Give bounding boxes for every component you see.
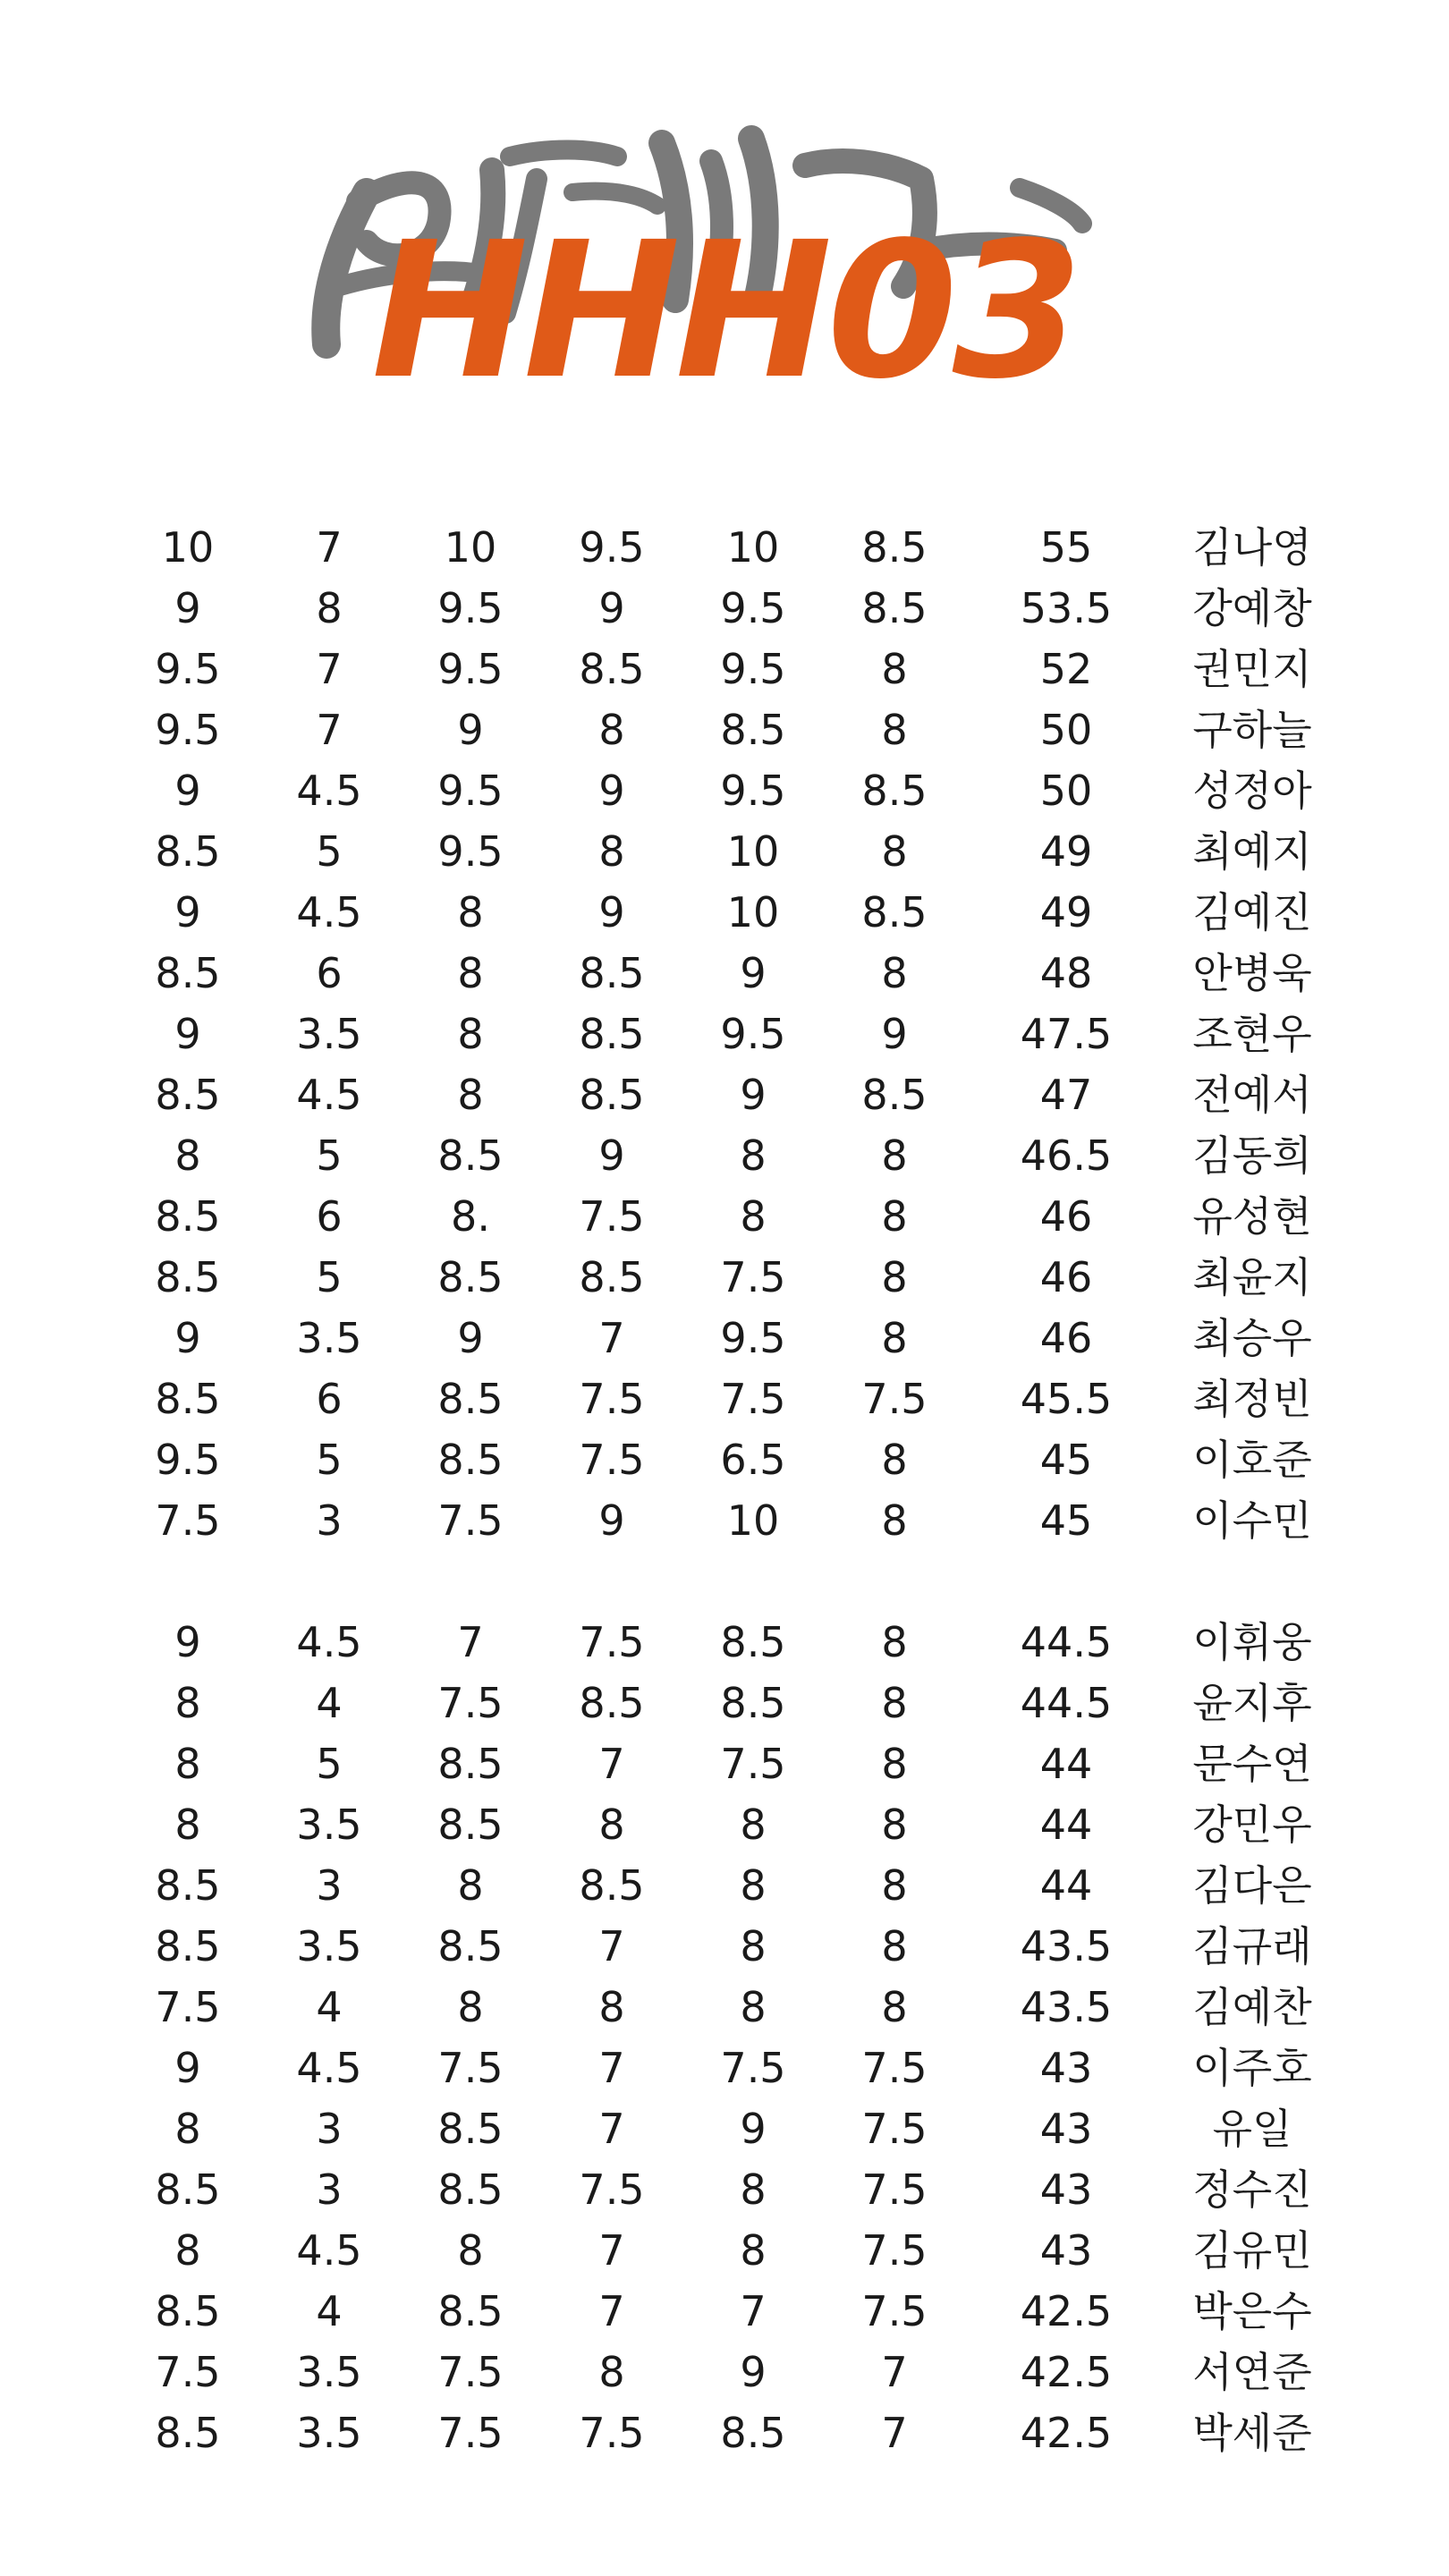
score-cell: 8.5 (155, 1253, 221, 1301)
name-cell: 문수연 (1192, 1740, 1312, 1788)
score-cell: 10 (726, 827, 780, 876)
score-cell: 8 (740, 1922, 767, 1970)
total-cell: 47 (1039, 1071, 1093, 1119)
table-row (116, 1186, 1368, 1247)
score-cell: 8.5 (437, 1740, 504, 1788)
score-cell: 8 (740, 1801, 767, 1849)
score-cell: 8 (457, 949, 484, 997)
name-cell: 전예서 (1192, 1071, 1312, 1119)
score-cell: 8 (881, 1740, 908, 1788)
total-cell: 48 (1039, 949, 1093, 997)
name-cell: 최정빈 (1192, 1375, 1312, 1423)
score-cell: 5 (316, 1131, 343, 1180)
total-cell: 43 (1039, 2044, 1093, 2092)
score-cell: 4.5 (296, 2044, 362, 2092)
score-cell: 8 (740, 1131, 767, 1180)
score-cell: 8.5 (720, 1618, 786, 1666)
score-cell: 3 (316, 2105, 343, 2153)
score-cell: 8 (740, 2165, 767, 2214)
score-cell: 7 (598, 1740, 625, 1788)
total-cell: 46.5 (1020, 1131, 1113, 1180)
score-cell: 8.5 (155, 827, 221, 876)
score-cell: 9 (457, 1314, 484, 1362)
name-cell: 강민우 (1192, 1801, 1312, 1849)
score-cell: 8.5 (155, 949, 221, 997)
total-cell: 42.5 (1020, 2348, 1113, 2396)
score-cell: 9 (598, 767, 625, 815)
table-row (116, 1855, 1368, 1916)
score-cell: 8 (881, 1192, 908, 1241)
score-cell: 8.5 (155, 1071, 221, 1119)
score-cell: 7.5 (579, 1436, 645, 1484)
total-cell: 52 (1039, 645, 1093, 693)
score-cell: 4 (316, 1679, 343, 1727)
score-cell: 4.5 (296, 1071, 362, 1119)
table-row (116, 2220, 1368, 2281)
score-cell: 8 (457, 1071, 484, 1119)
score-cell: 8.5 (861, 767, 928, 815)
table-row (116, 943, 1368, 1004)
name-cell: 권민지 (1192, 645, 1312, 693)
score-cell: 9 (740, 2105, 767, 2153)
name-cell: 이주호 (1192, 2044, 1312, 2092)
score-cell: 7.5 (437, 2044, 504, 2092)
table-row (116, 1247, 1368, 1308)
total-cell: 44.5 (1020, 1618, 1113, 1666)
score-cell: 7.5 (579, 1375, 645, 1423)
score-cell: 8 (881, 827, 908, 876)
score-cell: 8.5 (720, 706, 786, 754)
score-cell: 8.5 (437, 1922, 504, 1970)
score-cell: 8.5 (155, 2165, 221, 2214)
score-cell: 9.5 (437, 645, 504, 693)
table-row (116, 1004, 1368, 1064)
score-cell: 8.5 (155, 1375, 221, 1423)
score-cell: 3.5 (296, 1922, 362, 1970)
score-cell: 8.5 (579, 1071, 645, 1119)
logo (304, 107, 1163, 411)
score-cell: 8.5 (720, 2409, 786, 2457)
score-cell: 6 (316, 949, 343, 997)
table-row (116, 1490, 1368, 1551)
total-cell: 53.5 (1020, 584, 1113, 632)
total-cell: 43.5 (1020, 1983, 1113, 2031)
table-row (116, 882, 1368, 943)
score-cell: 7 (457, 1618, 484, 1666)
score-cell: 8 (881, 1618, 908, 1666)
table-row (116, 2159, 1368, 2220)
score-cell: 8.5 (437, 1253, 504, 1301)
score-cell: 8 (881, 645, 908, 693)
score-cell: 7.5 (579, 2409, 645, 2457)
table-row (116, 2281, 1368, 2342)
score-cell: 8 (174, 1801, 201, 1849)
table-row (116, 2098, 1368, 2159)
score-cell: 3.5 (296, 2409, 362, 2457)
score-cell: 8 (881, 949, 908, 997)
score-cell: 10 (161, 523, 215, 572)
score-cell: 9.5 (155, 706, 221, 754)
name-cell: 김나영 (1192, 523, 1312, 572)
score-cell: 9.5 (155, 645, 221, 693)
score-cell: 6 (316, 1192, 343, 1241)
table-row (116, 639, 1368, 699)
score-cell: 9.5 (720, 1010, 786, 1058)
score-cell: 8.5 (579, 1679, 645, 1727)
table-row (116, 1125, 1368, 1186)
total-cell: 47.5 (1020, 1010, 1113, 1058)
score-cell: 9 (174, 888, 201, 936)
table-row (116, 760, 1368, 821)
score-cell: 8.5 (861, 523, 928, 572)
table-row (116, 1673, 1368, 1733)
score-cell: 7 (881, 2348, 908, 2396)
total-cell: 44 (1039, 1861, 1093, 1910)
name-cell: 박세준 (1192, 2409, 1312, 2457)
score-cell: 8 (174, 2226, 201, 2275)
score-cell: 9 (598, 1131, 625, 1180)
table-row (116, 1733, 1368, 1794)
total-cell: 50 (1039, 706, 1093, 754)
score-cell: 8 (740, 1983, 767, 2031)
score-cell: 8 (457, 888, 484, 936)
score-cell: 8.5 (861, 584, 928, 632)
score-cell: 8.5 (437, 2287, 504, 2335)
score-cell: 3.5 (296, 1801, 362, 1849)
score-cell: 9 (598, 584, 625, 632)
score-table (116, 517, 1368, 2463)
score-cell: 8.5 (155, 1922, 221, 1970)
score-cell: 9 (174, 1314, 201, 1362)
score-cell: 8 (881, 1983, 908, 2031)
score-cell: 7 (316, 523, 343, 572)
score-cell: 7.5 (155, 2348, 221, 2396)
score-cell: 9.5 (720, 584, 786, 632)
score-cell: 8 (740, 2226, 767, 2275)
score-cell: 3.5 (296, 1010, 362, 1058)
name-cell: 이수민 (1192, 1496, 1312, 1545)
score-cell: 7.5 (861, 2226, 928, 2275)
table-row (116, 699, 1368, 760)
table-row (116, 1977, 1368, 2038)
score-cell: 8 (881, 1496, 908, 1545)
total-cell: 50 (1039, 767, 1093, 815)
name-cell: 조현우 (1192, 1010, 1312, 1058)
score-cell: 7.5 (720, 1740, 786, 1788)
table-row (116, 2038, 1368, 2098)
score-cell: 8 (881, 1131, 908, 1180)
table-row (116, 1064, 1368, 1125)
score-cell: 8.5 (579, 949, 645, 997)
score-cell: 9.5 (155, 1436, 221, 1484)
table-row (116, 578, 1368, 639)
logo-script-text (304, 411, 305, 412)
total-cell: 55 (1039, 523, 1093, 572)
score-cell: 7.5 (579, 1618, 645, 1666)
name-cell: 유성현 (1192, 1192, 1312, 1241)
total-cell: 45 (1039, 1496, 1093, 1545)
name-cell: 최승우 (1192, 1314, 1312, 1362)
score-cell: 9 (598, 1496, 625, 1545)
score-cell: 10 (444, 523, 497, 572)
name-cell: 김예찬 (1192, 1983, 1312, 2031)
name-cell: 박은수 (1192, 2287, 1312, 2335)
score-cell: 8.5 (437, 1801, 504, 1849)
score-cell: 9.5 (437, 584, 504, 632)
score-cell: 8.5 (579, 1253, 645, 1301)
score-cell: 8 (598, 1801, 625, 1849)
score-cell: 7.5 (861, 2105, 928, 2153)
score-cell: 8.5 (579, 1010, 645, 1058)
score-cell: 7 (598, 2287, 625, 2335)
score-cell: 8 (881, 1314, 908, 1362)
score-cell: 5 (316, 827, 343, 876)
score-cell: 9 (174, 584, 201, 632)
score-cell: 8 (457, 1861, 484, 1910)
score-cell: 10 (726, 523, 780, 572)
score-cell: 3 (316, 1861, 343, 1910)
score-cell: 9.5 (720, 645, 786, 693)
name-cell: 성정아 (1192, 767, 1312, 815)
table-row (116, 2342, 1368, 2402)
score-cell: 7 (316, 706, 343, 754)
score-cell: 7.5 (720, 1253, 786, 1301)
score-cell: 8 (457, 2226, 484, 2275)
table-row (116, 1916, 1368, 1977)
score-cell: 9.5 (720, 1314, 786, 1362)
score-cell: 8 (457, 1983, 484, 2031)
name-cell: 이호준 (1192, 1436, 1312, 1484)
score-cell: 3.5 (296, 2348, 362, 2396)
table-row (116, 2402, 1368, 2463)
score-cell: 5 (316, 1740, 343, 1788)
score-cell: 7.5 (155, 1496, 221, 1545)
score-cell: 8.5 (437, 2165, 504, 2214)
score-cell: 8 (740, 1192, 767, 1241)
total-cell: 46 (1039, 1314, 1093, 1362)
score-cell: 9 (174, 767, 201, 815)
total-cell: 43 (1039, 2105, 1093, 2153)
name-cell: 김규래 (1192, 1922, 1312, 1970)
score-cell: 8 (881, 1801, 908, 1849)
score-cell: 8 (881, 706, 908, 754)
score-cell: 8.5 (437, 2105, 504, 2153)
score-cell: 8 (174, 1679, 201, 1727)
name-cell: 안병욱 (1192, 949, 1312, 997)
score-cell: 4.5 (296, 767, 362, 815)
score-cell: 7 (598, 1922, 625, 1970)
score-cell: 4 (316, 1983, 343, 2031)
table-row (116, 1429, 1368, 1490)
total-cell: 49 (1039, 888, 1093, 936)
score-cell: 7.5 (437, 1679, 504, 1727)
score-cell: 7 (598, 1314, 625, 1362)
name-cell: 유일 (1212, 2105, 1292, 2153)
score-cell: 9 (457, 706, 484, 754)
score-cell: 9 (174, 1010, 201, 1058)
name-cell: 서연준 (1192, 2348, 1312, 2396)
score-cell: 6.5 (720, 1436, 786, 1484)
logo-brand-text: HHH03 (371, 201, 1078, 411)
score-cell: 8 (457, 1010, 484, 1058)
table-row (116, 517, 1368, 578)
table-row (116, 1368, 1368, 1429)
score-cell: 9.5 (579, 523, 645, 572)
score-cell: 10 (726, 888, 780, 936)
score-cell: 9 (598, 888, 625, 936)
score-cell: 9 (740, 2348, 767, 2396)
name-cell: 윤지후 (1192, 1679, 1312, 1727)
total-cell: 46 (1039, 1192, 1093, 1241)
score-cell: 8 (598, 827, 625, 876)
score-cell: 9.5 (720, 767, 786, 815)
total-cell: 46 (1039, 1253, 1093, 1301)
name-cell: 구하늘 (1192, 706, 1312, 754)
total-cell: 44 (1039, 1740, 1093, 1788)
score-cell: 7 (881, 2409, 908, 2457)
score-cell: 8.5 (579, 645, 645, 693)
score-cell: 8.5 (155, 1192, 221, 1241)
score-cell: 8 (881, 1922, 908, 1970)
score-cell: 7.5 (437, 2409, 504, 2457)
score-cell: 7 (598, 2044, 625, 2092)
score-cell: 4.5 (296, 2226, 362, 2275)
total-cell: 45.5 (1020, 1375, 1113, 1423)
score-cell: 7.5 (437, 1496, 504, 1545)
score-cell: 7.5 (861, 2165, 928, 2214)
score-cell: 9 (740, 949, 767, 997)
score-cell: 9 (740, 1071, 767, 1119)
score-cell: 8.5 (155, 2287, 221, 2335)
score-cell: 8.5 (720, 1679, 786, 1727)
score-cell: 7 (598, 2105, 625, 2153)
score-cell: 7.5 (155, 1983, 221, 2031)
score-cell: 8.5 (437, 1131, 504, 1180)
table-row (116, 1794, 1368, 1855)
total-cell: 44.5 (1020, 1679, 1113, 1727)
score-cell: 7.5 (861, 2044, 928, 2092)
score-cell: 9 (174, 1618, 201, 1666)
name-cell: 김예진 (1192, 888, 1312, 936)
score-cell: 8.5 (155, 2409, 221, 2457)
score-cell: 8 (881, 1679, 908, 1727)
total-cell: 42.5 (1020, 2409, 1113, 2457)
total-cell: 43.5 (1020, 1922, 1113, 1970)
score-cell: 8.5 (155, 1861, 221, 1910)
name-cell: 이휘웅 (1192, 1618, 1312, 1666)
group-separator (116, 1551, 1368, 1612)
score-cell: 7.5 (861, 1375, 928, 1423)
score-cell: 8 (316, 584, 343, 632)
score-cell: 8 (740, 1861, 767, 1910)
score-cell: 8 (174, 1131, 201, 1180)
score-cell: 8 (881, 1253, 908, 1301)
total-cell: 49 (1039, 827, 1093, 876)
score-group (116, 517, 1368, 1551)
name-cell: 김다은 (1192, 1861, 1312, 1910)
score-group (116, 1612, 1368, 2463)
total-cell: 45 (1039, 1436, 1093, 1484)
total-cell: 44 (1039, 1801, 1093, 1849)
score-cell: 7.5 (437, 2348, 504, 2396)
score-cell: 8.5 (437, 1436, 504, 1484)
score-cell: 8.5 (861, 888, 928, 936)
score-cell: 4 (316, 2287, 343, 2335)
score-cell: 4.5 (296, 1618, 362, 1666)
score-cell: 4.5 (296, 888, 362, 936)
name-cell: 최예지 (1192, 827, 1312, 876)
total-cell: 43 (1039, 2165, 1093, 2214)
score-cell: 8. (451, 1192, 490, 1241)
name-cell: 최윤지 (1192, 1253, 1312, 1301)
score-cell: 8.5 (861, 1071, 928, 1119)
total-cell: 43 (1039, 2226, 1093, 2275)
name-cell: 정수진 (1192, 2165, 1312, 2214)
name-cell: 김동희 (1192, 1131, 1312, 1180)
score-cell: 3 (316, 1496, 343, 1545)
score-cell: 8 (881, 1436, 908, 1484)
score-cell: 7.5 (720, 2044, 786, 2092)
score-cell: 3.5 (296, 1314, 362, 1362)
name-cell: 김유민 (1192, 2226, 1312, 2275)
table-row (116, 821, 1368, 882)
score-cell: 7.5 (720, 1375, 786, 1423)
table-row (116, 1308, 1368, 1368)
score-cell: 9 (881, 1010, 908, 1058)
score-cell: 8 (174, 1740, 201, 1788)
score-cell: 6 (316, 1375, 343, 1423)
score-cell: 8 (598, 1983, 625, 2031)
score-cell: 7 (316, 645, 343, 693)
score-cell: 9.5 (437, 767, 504, 815)
score-cell: 9.5 (437, 827, 504, 876)
score-cell: 7 (598, 2226, 625, 2275)
score-cell: 8.5 (579, 1861, 645, 1910)
score-cell: 8 (881, 1861, 908, 1910)
table-row (116, 1612, 1368, 1673)
score-cell: 3 (316, 2165, 343, 2214)
score-cell: 9 (174, 2044, 201, 2092)
score-cell: 7.5 (861, 2287, 928, 2335)
score-cell: 8 (174, 2105, 201, 2153)
score-cell: 7.5 (579, 1192, 645, 1241)
name-cell: 강예창 (1192, 584, 1312, 632)
total-cell: 42.5 (1020, 2287, 1113, 2335)
score-cell: 10 (726, 1496, 780, 1545)
score-cell: 8.5 (437, 1375, 504, 1423)
score-cell: 8 (598, 706, 625, 754)
score-cell: 8 (598, 2348, 625, 2396)
score-cell: 7 (740, 2287, 767, 2335)
logo-graphic (304, 107, 1163, 411)
score-cell: 5 (316, 1253, 343, 1301)
score-cell: 5 (316, 1436, 343, 1484)
score-cell: 7.5 (579, 2165, 645, 2214)
